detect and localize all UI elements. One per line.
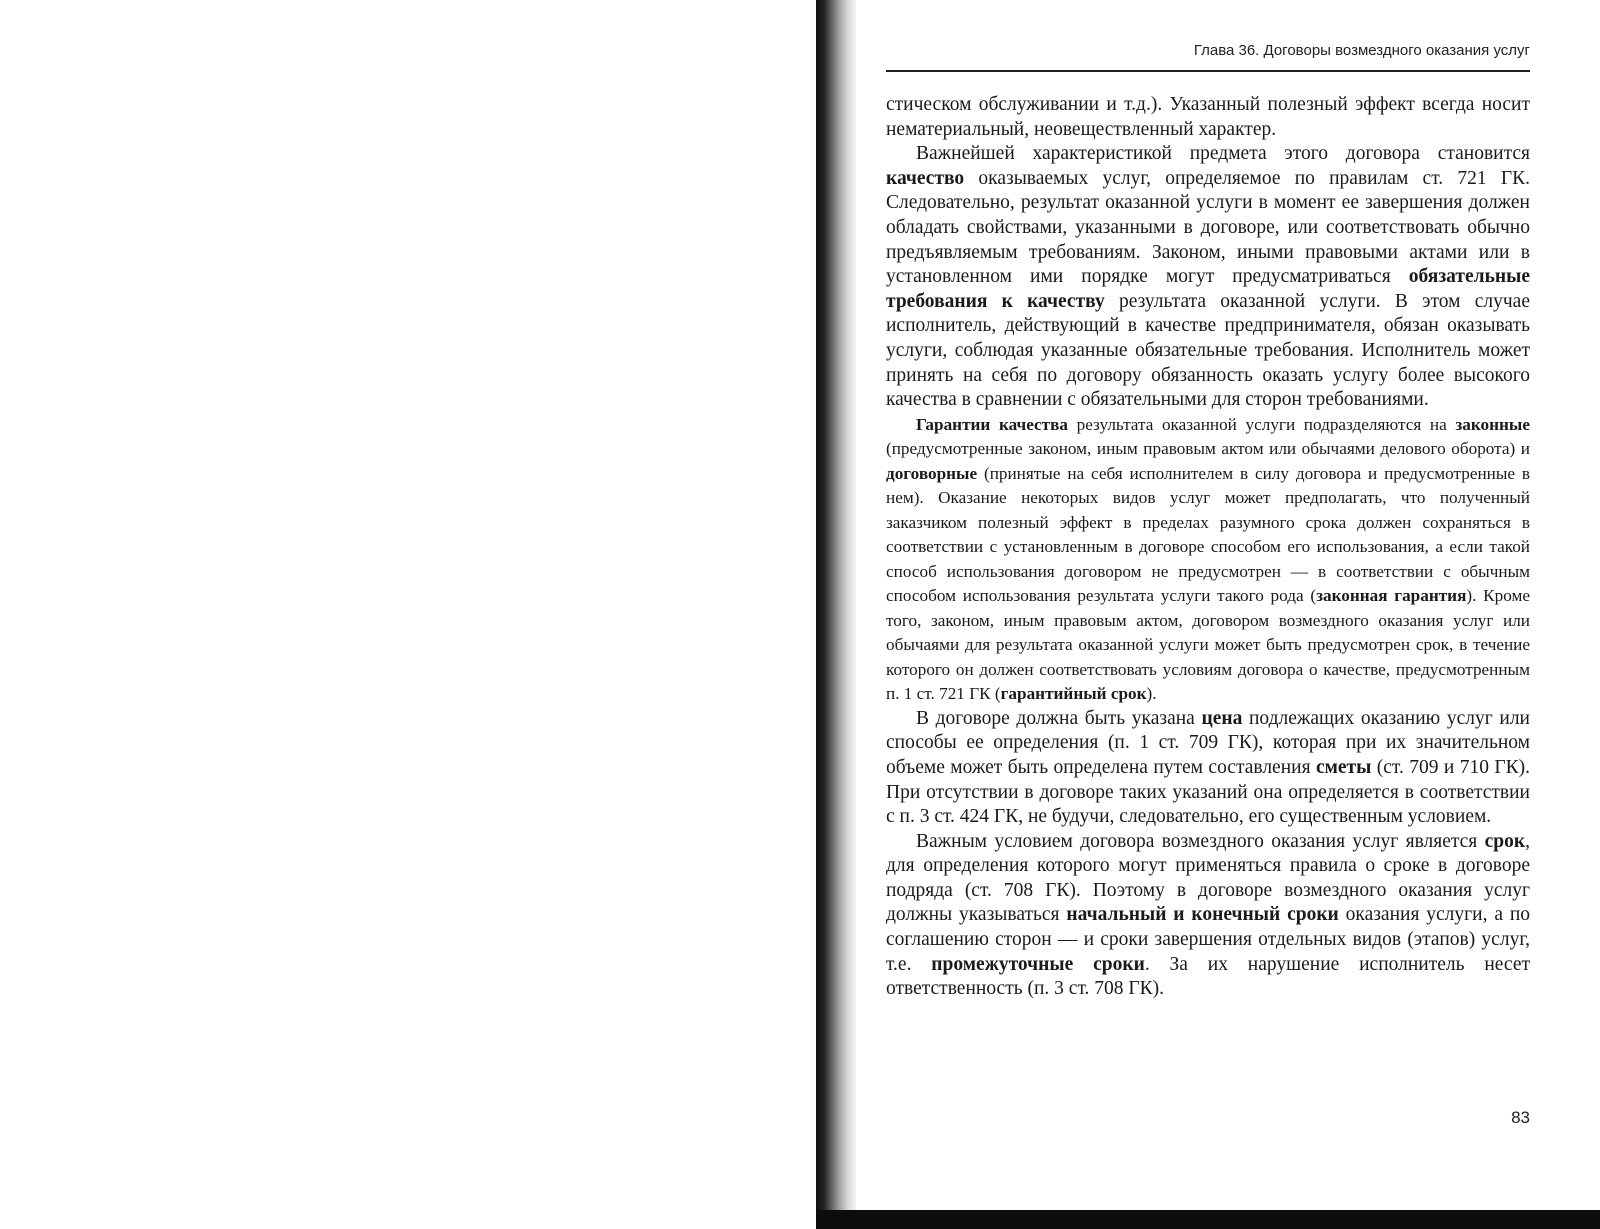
bold-term: гарантийный срок xyxy=(1000,684,1147,704)
scan-bottom-edge xyxy=(816,1210,1600,1229)
bold-term: Гарантии качества xyxy=(916,414,1068,434)
bold-term: промежуточные сроки xyxy=(931,953,1145,975)
text-run: результата оказанной услуги. В этом случае исполнитель, действующий в качестве предпринимателя, обязан оказывать услуги, соблюдая указанные обязательные требования. Исполнитель может принять на себя по договору обязанность оказать услугу более высокого качества в сравнении с обязательными для сторон требованиями. xyxy=(886,290,1530,411)
text-run: подлежащих оказанию услуг или способы ее определения (п. 1 ст. 709 ГК), которая при их значительном объеме может быть определена путем составления xyxy=(886,707,1530,778)
text-run: В договоре должна быть указана xyxy=(916,707,1202,729)
paragraph xyxy=(886,413,1530,707)
text-run: Важнейшей характеристикой предмета этого договора становится xyxy=(916,143,1530,165)
text-run: результата оказанной услуги подразделяются на xyxy=(1067,414,1456,434)
bold-term: сметы xyxy=(1315,756,1372,778)
bold-term: обязательные требования к качеству xyxy=(886,266,1530,312)
bold-term: цена xyxy=(1201,707,1243,729)
book-spine-shadow xyxy=(816,0,856,1229)
bold-term: начальный и конечный сроки xyxy=(1066,904,1339,926)
text-run: (предусмотренные законом, иным правовым актом или обычаями делового оборота) и xyxy=(886,439,1530,459)
text-run: . За их нарушение исполнитель несет ответственность (п. 3 ст. 708 ГК). xyxy=(886,953,1531,1000)
text-run: (принятые на себя исполнителем в силу договора и предусмотренные в нем). Оказание некоторых видов услуг может предполагать, что полученный заказчиком полезный эффект в пределах разумного срока должен сохраняться в соответствии с установленным в договоре способом его использования, а если такой способ использования договором не предусмотрен — в соответствии с обычным способом использования результата услуги такого рода ( xyxy=(886,463,1530,606)
page-number: 83 xyxy=(1511,1108,1530,1127)
book-page xyxy=(886,0,1530,1210)
paragraph xyxy=(886,142,1530,413)
running-head: Глава 36. Договоры возмездного оказания услуг xyxy=(1193,42,1530,59)
text-run: (ст. 709 и 710 ГК). При отсутствии в договоре таких указаний она определяется в соответствии с п. 3 ст. 424 ГК, не будучи, следовательно, его существенным условием. xyxy=(886,756,1530,828)
text-run: , для определения которого могут применяться правила о сроке в договоре подряда (ст. 708 ГК). Поэтому в договоре возмездного оказания услуг должны указываться xyxy=(886,830,1530,926)
body-text xyxy=(886,93,1530,1002)
text-run: Важным условием договора возмездного оказания услуг является xyxy=(916,830,1485,852)
text-run: стическом обслуживании и т.д.). Указанный полезный эффект всегда носит нематериальный, неовеществленный характер. xyxy=(886,94,1530,140)
text-run: ). xyxy=(1146,684,1157,704)
bold-term: законная гарантия xyxy=(1316,586,1467,606)
text-run: ). Кроме того, законом, иным правовым актом, договором возмездного оказания услуг или обычаями для результата оказанной услуги может быть предусмотрен срок, в течение которого он должен соответствовать условиям договора о качестве, предусмотренным п. 1 ст. 721 ГК ( xyxy=(886,586,1530,704)
bold-term: законные xyxy=(1455,414,1530,434)
paragraph xyxy=(886,707,1530,830)
paragraph xyxy=(886,93,1530,142)
bold-term: договорные xyxy=(886,463,978,483)
paragraph xyxy=(886,830,1530,1002)
bold-term: срок xyxy=(1484,830,1526,852)
text-run: оказываемых услуг, определяемое по правилам ст. 721 ГК. Следовательно, результат оказанной услуги в момент ее завершения должен обладать свойствами, указанными в договоре, или соответствовать обычно предъявляемым требованиям. Законом, иными правовыми актами или в установленном ими порядке могут предусматриваться xyxy=(886,167,1530,288)
header-rule xyxy=(886,70,1530,72)
text-run: оказания услуги, а по соглашению сторон — и сроки завершения отдельных видов (этапов) услуг, т.е. xyxy=(886,904,1531,975)
bold-term: качество xyxy=(886,167,965,189)
